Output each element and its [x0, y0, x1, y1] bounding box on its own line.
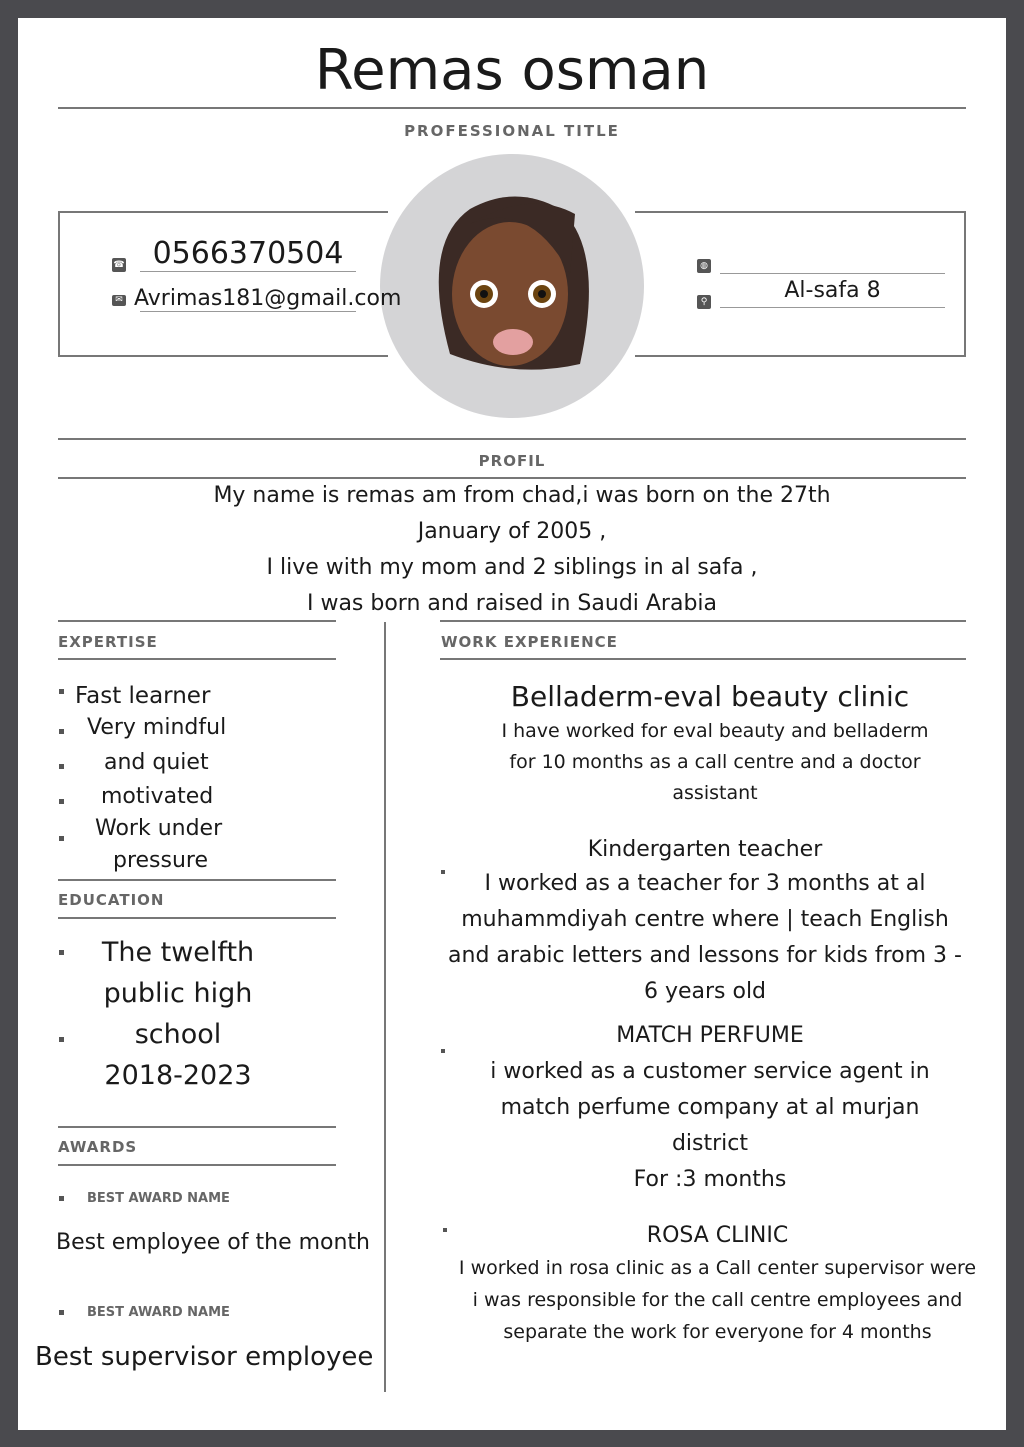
job-line: and arabic letters and lessons for kids from 3 -: [448, 943, 962, 968]
award-name: Best employee of the month: [56, 1230, 370, 1255]
profile-heading: PROFIL: [478, 452, 546, 470]
work-heading: WORK EXPERIENCE: [441, 633, 618, 651]
job-line: separate the work for everyone for 4 months: [503, 1321, 932, 1343]
job-line: I have worked for eval beauty and belladerm: [501, 720, 929, 742]
expertise-item: Very mindful: [87, 715, 227, 740]
job-line: assistant: [672, 782, 758, 804]
avatar-illustration: [380, 154, 644, 418]
expertise-heading: EXPERTISE: [58, 633, 158, 651]
education-heading: EDUCATION: [58, 891, 165, 909]
job-title: Belladerm-eval beauty clinic: [510, 680, 910, 713]
education-line: school: [134, 1019, 222, 1050]
job-line: district: [671, 1131, 749, 1156]
job-line: i was responsible for the call centre employees and: [472, 1289, 963, 1311]
job-description: [440, 1252, 995, 1348]
job-entry: [440, 834, 970, 1010]
phone-number[interactable]: 0566370504: [140, 236, 356, 272]
expertise-item: motivated: [101, 784, 214, 809]
job-line: muhammdiyah centre where | teach English: [461, 907, 949, 932]
location-pin-icon: ⚲: [697, 295, 711, 309]
globe-icon: ◍: [697, 259, 711, 273]
address: Al-safa 8: [720, 278, 945, 308]
education-line: public high: [103, 978, 253, 1009]
job-line: 6 years old: [643, 979, 767, 1004]
expertise-item: Fast learner: [75, 683, 211, 709]
job-line: for 10 months as a call centre and a doctor: [509, 751, 921, 773]
job-title: ROSA CLINIC: [646, 1223, 789, 1248]
job-entry: [440, 1018, 980, 1198]
expertise-item: pressure: [113, 848, 209, 873]
job-line: I worked in rosa clinic as a Call center supervisor were: [458, 1257, 977, 1279]
job-description: [450, 716, 980, 809]
profile-text: [0, 478, 1024, 622]
award-label: BEST AWARD NAME: [87, 1305, 230, 1320]
profile-line: I was born and raised in Saudi Arabia: [306, 591, 718, 616]
professional-title: PROFESSIONAL TITLE: [404, 122, 620, 140]
profile-line: January of 2005 ,: [417, 519, 607, 544]
job-entry: [440, 1220, 995, 1348]
education-line: 2018-2023: [104, 1060, 252, 1091]
job-line: i worked as a customer service agent in: [490, 1059, 930, 1084]
profile-line: My name is remas am from chad,i was born on the 27th: [213, 483, 831, 508]
email-address[interactable]: Avrimas181@gmail.com: [134, 286, 402, 311]
job-line: For :3 months: [633, 1167, 787, 1192]
award-label: BEST AWARD NAME: [87, 1191, 230, 1206]
expertise-item: Work under: [95, 816, 223, 841]
job-description: [440, 1054, 980, 1198]
expertise-item: and quiet: [104, 750, 209, 775]
resume-name: Remas osman: [314, 38, 710, 103]
column-divider: [384, 622, 386, 1392]
job-title: MATCH PERFUME: [616, 1023, 804, 1048]
phone-icon: ☎: [113, 260, 125, 270]
awards-heading: AWARDS: [58, 1138, 138, 1156]
job-line: I worked as a teacher for 3 months at al: [484, 871, 926, 896]
job-entry: [440, 678, 980, 809]
education-line: The twelfth: [101, 937, 255, 968]
education-text: [80, 932, 276, 1096]
contact-box-left: [58, 211, 388, 357]
job-description: [440, 866, 970, 1010]
job-title: Kindergarten teacher: [587, 837, 823, 862]
profile-line: I live with my mom and 2 siblings in al safa ,: [266, 555, 758, 580]
website-field[interactable]: [720, 252, 945, 274]
avatar: [380, 154, 644, 418]
email-icon: ✉: [112, 295, 126, 306]
job-line: match perfume company at al murjan: [500, 1095, 920, 1120]
award-name: Best supervisor employee: [35, 1342, 374, 1372]
